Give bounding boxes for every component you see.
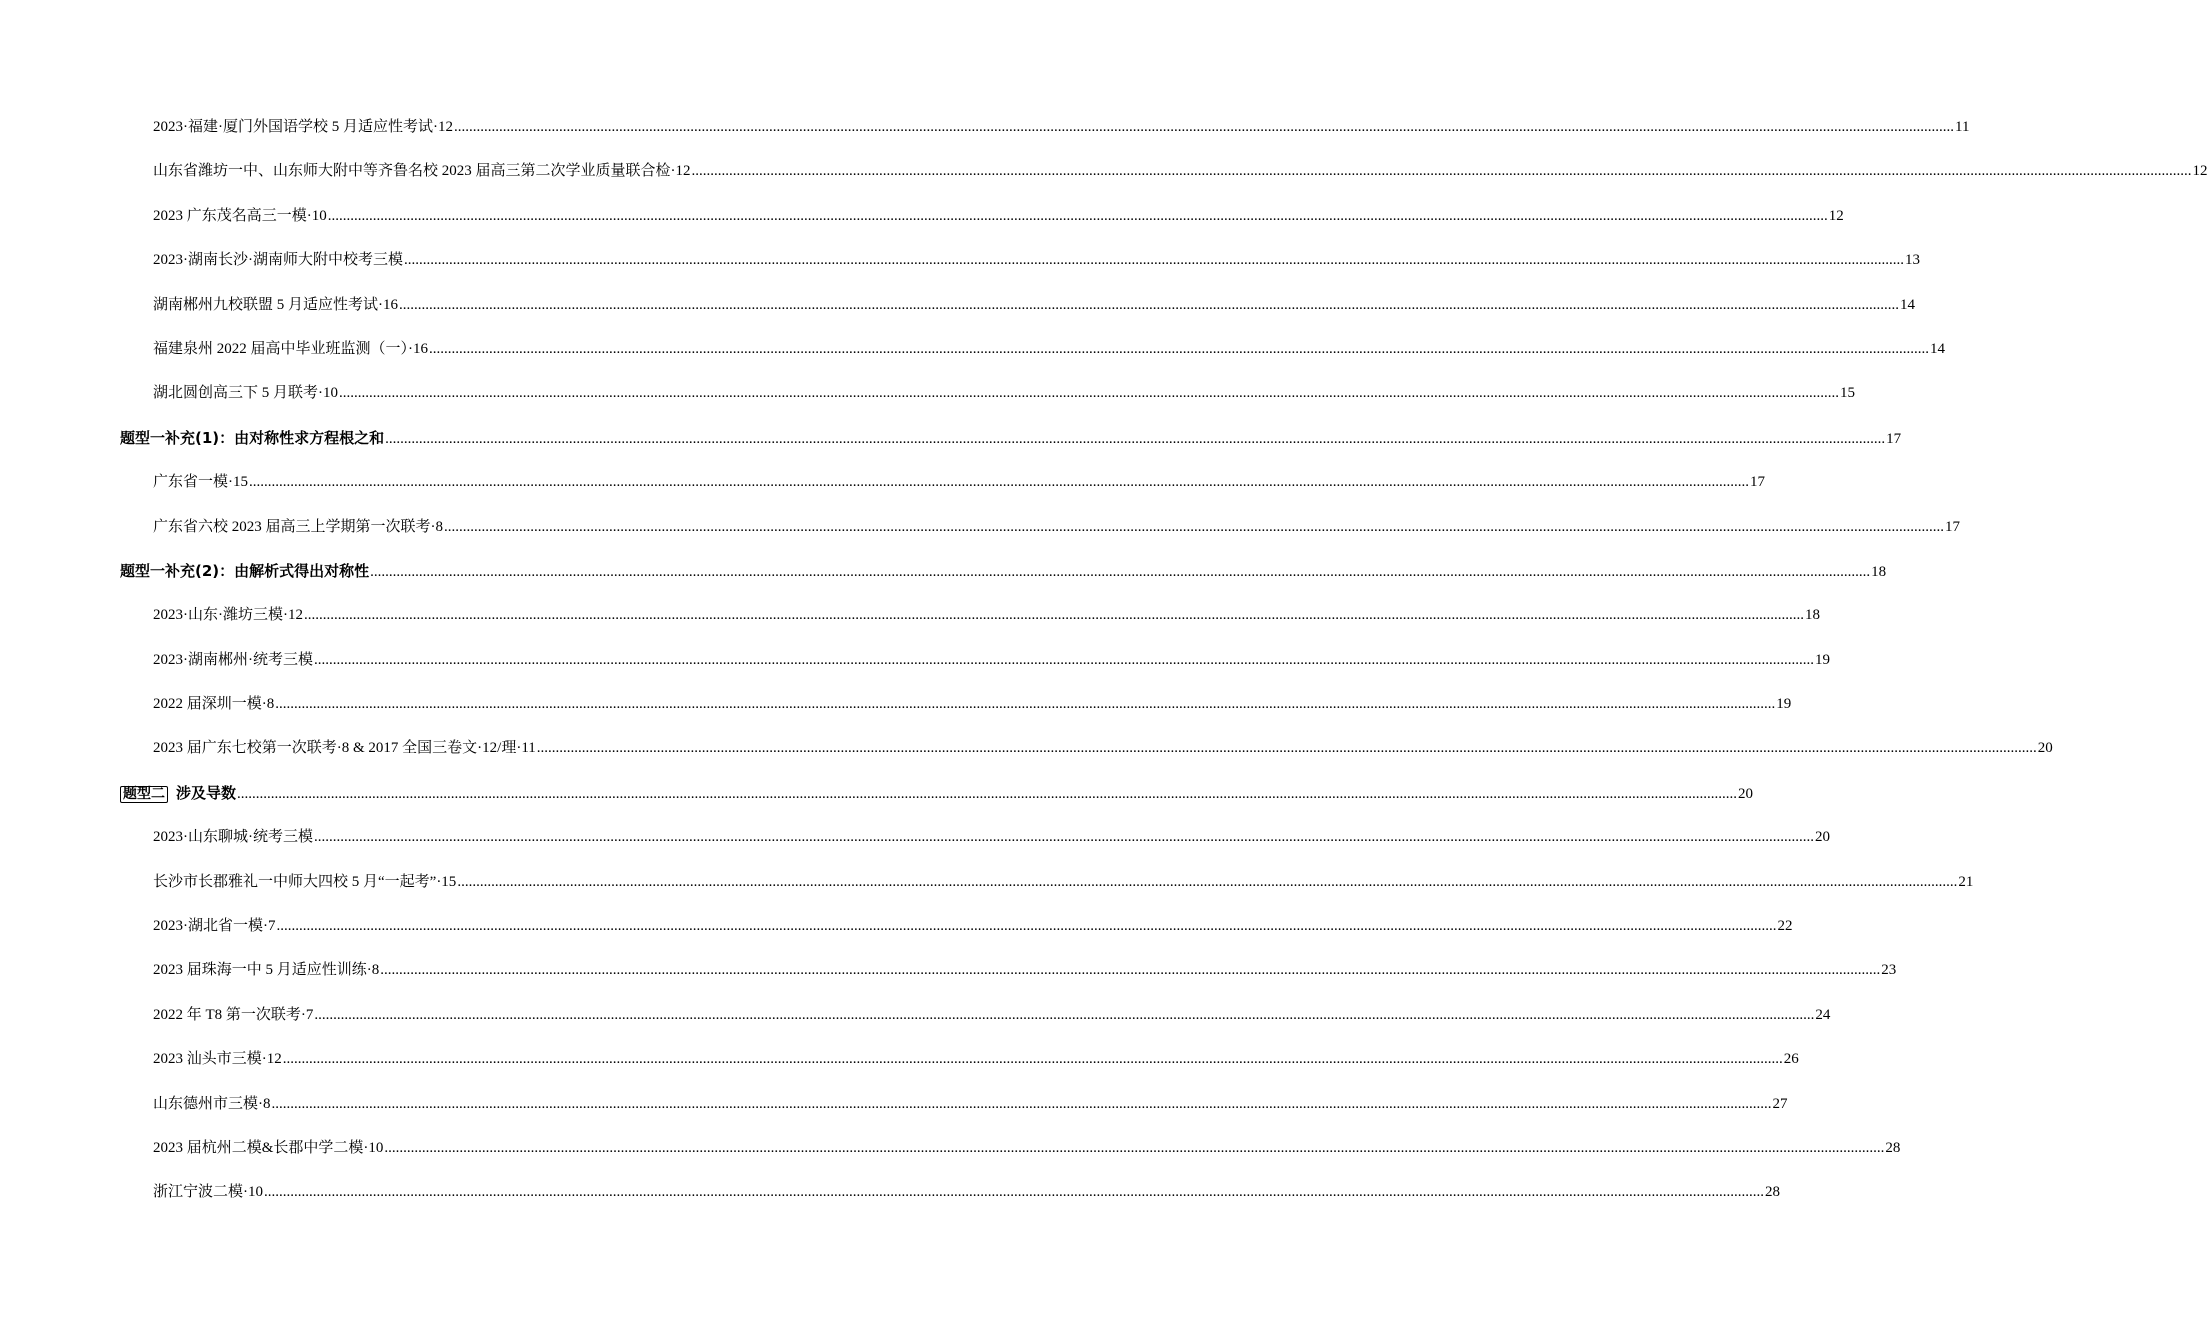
toc-entry[interactable] [153, 460, 1765, 504]
toc-entry[interactable] [153, 682, 1792, 726]
toc-page-number: 15 [1840, 385, 1855, 402]
toc-entry-text: 长沙市长郡雅礼一中师大四校 5 月“一起考”·15 [153, 873, 457, 890]
toc-entry-text: 2023 届珠海一中 5 月适应性训练·8 [153, 962, 380, 979]
dot-leader: ................................................................................................................................................................................................................................................................................................................................................................................................................ [304, 607, 1804, 624]
toc-entry-title [153, 149, 691, 193]
toc-entry-text: 2023·湖南郴州·统考三模 [153, 651, 313, 668]
table-of-contents [0, 105, 2208, 1215]
toc-page-number: 19 [1776, 696, 1792, 713]
toc-page-number: 26 [1783, 1051, 1799, 1068]
toc-page-number: 28 [1765, 1184, 1780, 1201]
toc-entry[interactable] [153, 1126, 1901, 1170]
toc-entry-title [153, 638, 313, 682]
toc-page-number: 13 [1905, 252, 1920, 269]
toc-entry-title [153, 371, 338, 415]
toc-entry[interactable] [153, 1037, 1799, 1081]
toc-section-heading[interactable] [120, 416, 1902, 460]
dot-leader: ................................................................................................................................................................................................................................................................................................................................................................................................................ [384, 1139, 1885, 1156]
toc-page-number: 14 [1930, 340, 1945, 357]
toc-entry-text: 2023 届杭州二模&长郡中学二模·10 [153, 1139, 384, 1156]
toc-entry[interactable] [153, 371, 1855, 415]
dot-leader: ................................................................................................................................................................................................................................................................................................................................................................................................................ [380, 962, 1881, 979]
toc-entry-title [153, 283, 398, 327]
toc-entry-title [120, 416, 384, 460]
toc-entry-title [153, 1082, 271, 1126]
toc-page-number: 12 [2192, 163, 2208, 180]
toc-entry-title [153, 460, 248, 504]
dot-leader: ................................................................................................................................................................................................................................................................................................................................................................................................................ [276, 918, 1777, 935]
toc-page-number: 17 [1945, 518, 1960, 535]
toc-entry[interactable] [153, 904, 1793, 948]
section-badge: 题型二 [120, 786, 168, 803]
toc-entry-text: 2023·湖南长沙·湖南师大附中校考三模 [153, 252, 403, 269]
toc-entry-text: 2023 汕头市三模·12 [153, 1051, 282, 1068]
toc-entry-text: 2023 广东茂名高三一模·10 [153, 207, 327, 224]
toc-entry-text: 山东德州市三模·8 [153, 1095, 271, 1112]
dot-leader: ................................................................................................................................................................................................................................................................................................................................................................................................................ [314, 1006, 1815, 1023]
dot-leader: ................................................................................................................................................................................................................................................................................................................................................................................................................ [457, 873, 1958, 890]
toc-entry-text: 浙江宁波二模·10 [153, 1184, 263, 1201]
dot-leader: ................................................................................................................................................................................................................................................................................................................................................................................................................ [282, 1051, 1783, 1068]
toc-page-number: 20 [2037, 740, 2053, 757]
toc-entry-text: 山东省潍坊一中、山东师大附中等齐鲁名校 2023 届高三第二次学业质量联合检·12 [153, 163, 691, 180]
toc-page-number: 20 [1815, 829, 1830, 846]
toc-page-number: 23 [1881, 962, 1897, 979]
toc-entry-title [153, 726, 536, 770]
toc-entry-text: 2022 届深圳一模·8 [153, 696, 275, 713]
toc-entry-title [153, 1037, 282, 1081]
toc-page-number: 28 [1885, 1139, 1901, 1156]
toc-page-number: 21 [1958, 873, 1974, 890]
toc-entry-title [120, 549, 369, 593]
toc-section-heading[interactable] [120, 549, 1887, 593]
toc-page-number: 17 [1750, 474, 1765, 491]
dot-leader: ................................................................................................................................................................................................................................................................................................................................................................................................................ [271, 1095, 1772, 1112]
dot-leader: ................................................................................................................................................................................................................................................................................................................................................................................................................ [314, 651, 1814, 668]
toc-entry-text: 广东省一模·15 [153, 474, 248, 491]
dot-leader: ................................................................................................................................................................................................................................................................................................................................................................................................................ [249, 474, 1749, 491]
toc-page-number: 19 [1815, 651, 1830, 668]
toc-entry-title [153, 1126, 383, 1170]
toc-entry[interactable] [153, 194, 1844, 238]
dot-leader: ................................................................................................................................................................................................................................................................................................................................................................................................................ [370, 563, 1871, 580]
toc-page-number: 24 [1815, 1006, 1831, 1023]
toc-entry-text: 湖南郴州九校联盟 5 月适应性考试·16 [153, 296, 398, 313]
toc-entry[interactable] [153, 638, 1830, 682]
dot-leader: ................................................................................................................................................................................................................................................................................................................................................................................................................ [691, 163, 2192, 180]
toc-entry-title [153, 238, 403, 282]
toc-entry-title [153, 993, 313, 1037]
toc-entry-title [153, 327, 428, 371]
dot-leader: ................................................................................................................................................................................................................................................................................................................................................................................................................ [237, 785, 1738, 802]
toc-page-number: 18 [1805, 607, 1820, 624]
dot-leader: ................................................................................................................................................................................................................................................................................................................................................................................................................ [327, 207, 1828, 224]
toc-entry[interactable] [153, 993, 1831, 1037]
toc-entry[interactable] [153, 726, 2053, 770]
toc-entry[interactable] [153, 327, 1945, 371]
toc-entry[interactable] [153, 105, 1970, 149]
toc-entry[interactable] [153, 948, 1897, 992]
toc-entry-text: 湖北圆创高三下 5 月联考·10 [153, 385, 338, 402]
toc-entry-text: 广东省六校 2023 届高三上学期第一次联考·8 [153, 518, 443, 535]
toc-page-number: 22 [1777, 918, 1793, 935]
dot-leader: ................................................................................................................................................................................................................................................................................................................................................................................................................ [264, 1184, 1764, 1201]
toc-entry-title [120, 771, 236, 815]
toc-page-number: 17 [1886, 430, 1902, 447]
toc-entry-title [153, 593, 303, 637]
toc-entry-title [153, 194, 327, 238]
toc-entry-text: 2023 届广东七校第一次联考·8 & 2017 全国三卷文·12/理·11 [153, 740, 536, 757]
toc-entry-title [153, 105, 453, 149]
toc-page-number: 27 [1772, 1095, 1788, 1112]
dot-leader: ................................................................................................................................................................................................................................................................................................................................................................................................................ [399, 296, 1899, 313]
toc-entry-text: 题型一补充(2)：由解析式得出对称性 [120, 561, 370, 580]
toc-page-number: 20 [1738, 785, 1754, 802]
toc-entry-text: 题型一补充(1)：由对称性求方程根之和 [120, 428, 385, 447]
dot-leader: ................................................................................................................................................................................................................................................................................................................................................................................................................ [404, 252, 1904, 269]
toc-entry[interactable] [153, 283, 1915, 327]
toc-entry[interactable] [153, 1170, 1780, 1214]
toc-entry[interactable] [153, 860, 1974, 904]
toc-entry[interactable] [153, 238, 1920, 282]
toc-page-number: 11 [1955, 119, 1970, 135]
toc-entry-text: 2023·山东聊城·统考三模 [153, 829, 313, 846]
toc-page-number: 14 [1900, 296, 1915, 313]
dot-leader: ................................................................................................................................................................................................................................................................................................................................................................................................................ [444, 518, 1944, 535]
toc-entry[interactable] [153, 505, 1960, 549]
toc-entry-text: 福建泉州 2022 届高中毕业班监测（一）·16 [153, 340, 428, 357]
dot-leader: ................................................................................................................................................................................................................................................................................................................................................................................................................ [454, 119, 1954, 135]
dot-leader: ................................................................................................................................................................................................................................................................................................................................................................................................................ [275, 696, 1776, 713]
toc-entry-text: 涉及导数 [176, 783, 237, 802]
toc-entry[interactable] [153, 1082, 1788, 1126]
toc-entry-title [153, 505, 443, 549]
dot-leader: ................................................................................................................................................................................................................................................................................................................................................................................................................ [339, 385, 1839, 402]
toc-entry-title [153, 815, 313, 859]
dot-leader: ................................................................................................................................................................................................................................................................................................................................................................................................................ [429, 340, 1929, 357]
dot-leader: ................................................................................................................................................................................................................................................................................................................................................................................................................ [385, 430, 1886, 447]
toc-page-number: 18 [1871, 563, 1887, 580]
toc-entry[interactable] [153, 815, 1830, 859]
toc-entry-title [153, 904, 276, 948]
toc-entry-title [153, 1170, 263, 1214]
dot-leader: ................................................................................................................................................................................................................................................................................................................................................................................................................ [536, 740, 2037, 757]
toc-entry[interactable] [153, 593, 1820, 637]
toc-entry-text: 2023·山东·潍坊三模·12 [153, 607, 303, 624]
toc-entry[interactable] [153, 149, 2208, 193]
toc-entry-title [153, 682, 274, 726]
toc-entry-title [153, 948, 379, 992]
toc-page-number: 12 [1828, 207, 1844, 224]
toc-section-heading[interactable] [120, 771, 1754, 815]
toc-entry-text: 2023·福建·厦门外国语学校 5 月适应性考试·12 [153, 119, 453, 135]
toc-entry-title [153, 860, 456, 904]
toc-entry-text: 2022 年 T8 第一次联考·7 [153, 1006, 314, 1023]
toc-entry-text: 2023·湖北省一模·7 [153, 918, 276, 935]
dot-leader: ................................................................................................................................................................................................................................................................................................................................................................................................................ [314, 829, 1814, 846]
